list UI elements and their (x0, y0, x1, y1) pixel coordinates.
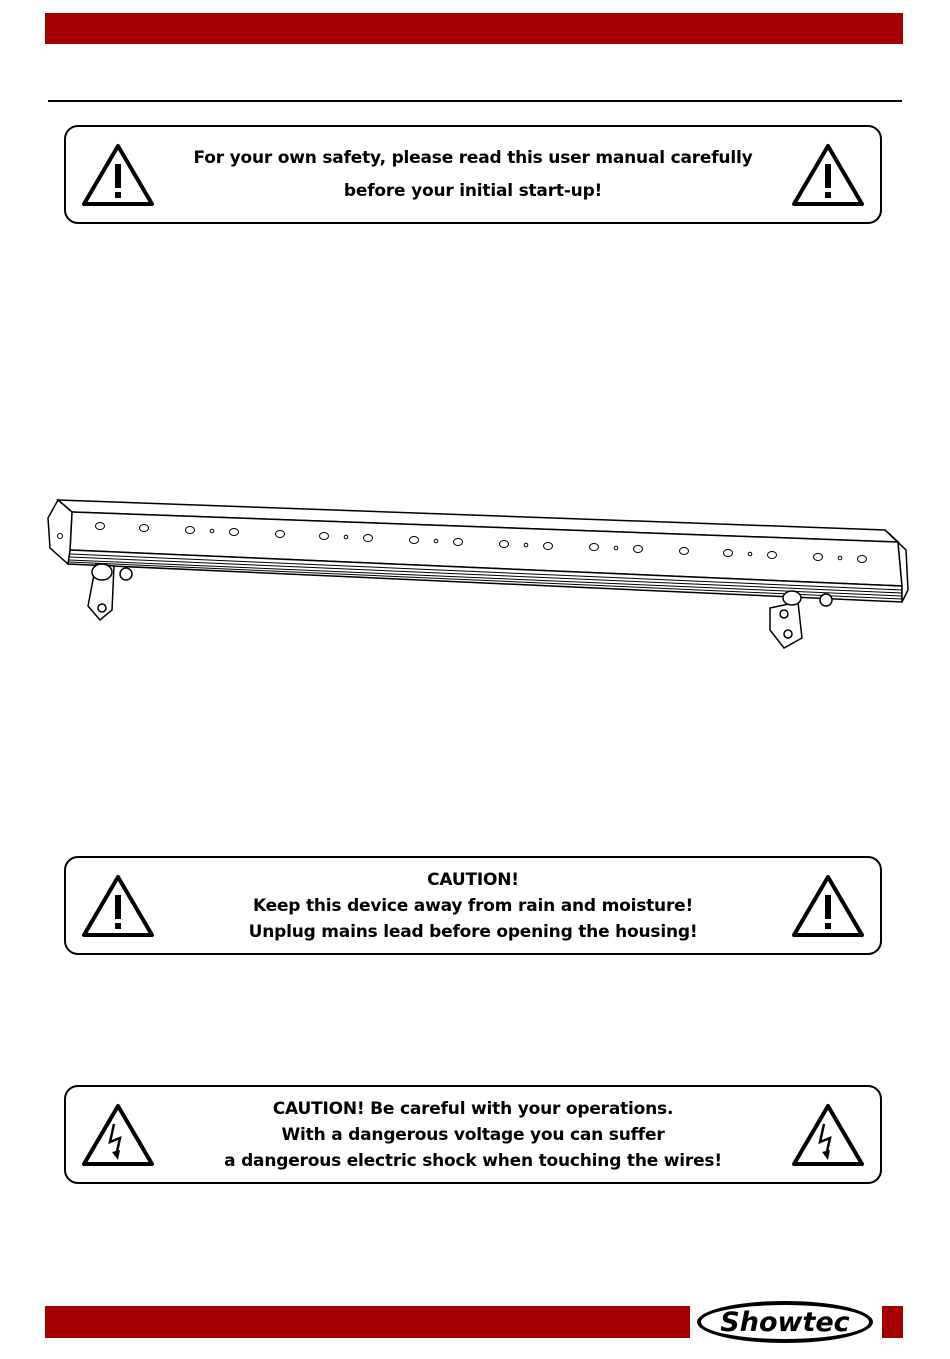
lightning-triangle-icon (80, 1102, 156, 1168)
shock-warning-line: a dangerous electric shock when touching the wires! (224, 1150, 722, 1171)
exclamation-triangle-icon (790, 142, 866, 208)
shock-warning-line: With a dangerous voltage you can suffer (281, 1124, 665, 1145)
safety-warning-line: For your own safety, please read this user manual carefully (193, 147, 753, 168)
caution-warning-box (64, 856, 882, 955)
safety-warning-text (176, 127, 770, 222)
lightning-triangle-icon (790, 1102, 866, 1168)
footer-accent-bar-end (882, 1306, 903, 1338)
exclamation-triangle-icon (790, 873, 866, 939)
caution-warning-line: Keep this device away from rain and moisture! (252, 895, 694, 916)
footer-accent-bar (45, 1306, 690, 1338)
showtec-logo (694, 1298, 876, 1346)
header-divider (48, 100, 902, 102)
safety-warning-line: before your initial start-up! (343, 180, 603, 201)
caution-warning-line: CAUTION! (427, 869, 519, 890)
shock-warning-line: CAUTION! Be careful with your operations. (272, 1098, 674, 1119)
exclamation-triangle-icon (80, 873, 156, 939)
brand-name: Showtec (720, 1307, 850, 1338)
shock-warning-box (64, 1085, 882, 1184)
exclamation-triangle-icon (80, 142, 156, 208)
caution-warning-text (176, 858, 770, 953)
caution-warning-line: Unplug mains lead before opening the housing! (248, 921, 698, 942)
led-bar-product-illustration (40, 490, 910, 660)
header-accent-bar (45, 13, 903, 44)
safety-warning-box (64, 125, 882, 224)
shock-warning-text (176, 1087, 770, 1182)
